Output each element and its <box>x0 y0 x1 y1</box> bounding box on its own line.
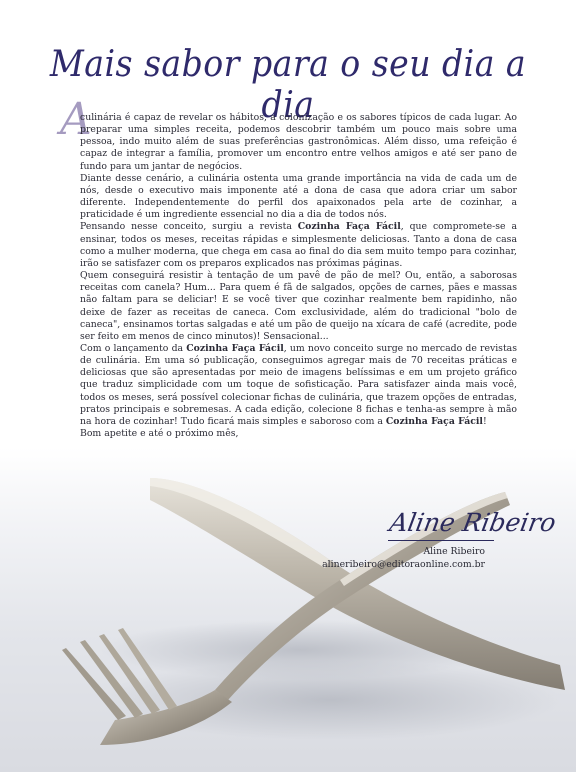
drop-cap: A <box>60 94 92 145</box>
author-email: alineribeiro@editoraonline.com.br <box>322 559 485 570</box>
paragraph-5-part-1: Com o lançamento da <box>80 342 187 354</box>
paragraph-2: Diante desse cenário, a culinária ostenta uma grande importância na vida de cada um de nós, desde o executivo mais imponente até a dona de casa que adora criar um sabor diferente. Independentemente do perfil dos apaixonados pela arte de cozinhar, a praticidade é um ingrediente essencial no dia a dia de todos nós. <box>80 172 517 221</box>
magazine-name: Cozinha Faça Fácil <box>297 221 401 233</box>
paragraph-4: Quem conseguirá resistir à tentação de um pavê de pão de mel? Ou, então, a saborosas receitas com canela? Hum... Para quem é fã de salgados, opções de carnes, pães e massas não faltam para se deliciar! E se você tiver que cozinhar realmente bem rapidinho, não deixe de fazer as receitas de caneca. Com exclusividade, além do tradicional "bolo de caneca", ensinamos tortas salgadas e até um pão de queijo na xícara de café (acredite, pode ser feito em menos de cinco minutos)! Sensacional... <box>80 270 517 342</box>
author-name: Aline Ribeiro <box>423 546 485 557</box>
paragraph-3-part-1: Pensando nesse conceito, surgiu a revista <box>80 221 298 233</box>
paragraph-3-part-2: , que compromete-se a ensinar, todos os meses, receitas rápidas e simplesmente deliciosas. Tanto a dona de casa como a mulher moderna, que chega em casa ao final do dia sem muito tempo para cozinhar, irão se satisfazer com os preparos explicados nas próximas páginas. <box>80 221 517 269</box>
paragraph-5-part-3: ! <box>482 415 487 427</box>
magazine-name: Cozinha Faça Fácil <box>385 415 483 427</box>
paragraph-1: culinária é capaz de revelar os hábitos, a colonização e os sabores típicos de cada lugar. Ao preparar uma simples receita, podemos descobrir também um pouco mais sobre uma pessoa, indo muito além de suas preferências gastronômicas. Além disso, uma refeição é capaz de integrar a família, promover um encontro entre velhos amigos e até ser pano de fundo para um jantar de negócios. <box>80 112 517 172</box>
closing-line: Bom apetite e até o próximo mês, <box>80 428 239 440</box>
paragraph-5-part-2: , um novo conceito surge no mercado de revistas de culinária. Em uma só publicação, conseguimos agregar mais de 70 receitas práticas e deliciosas que são apresentadas por meio de imagens belíssimas e em um projeto gráfico que traduz simplicidade com um toque de sofisticação. Para satisfazer ainda mais você, todos os meses, será possível colecionar fichas de culinária, que trazem opções de entradas, pratos principais e sobremesas. A cada edição, colecione 8 fichas e tenha-as sempre à mão na hora de cozinhar! Tudo ficará mais simples e saboroso com a <box>80 342 517 427</box>
paragraph-5 <box>80 343 517 428</box>
signature-underline <box>388 540 494 541</box>
page-title: Mais sabor para o seu dia a dia <box>49 44 527 126</box>
handwritten-signature: Aline Ribeiro <box>387 508 559 537</box>
paragraph-3 <box>80 221 517 270</box>
magazine-name: Cozinha Faça Fácil <box>186 342 284 354</box>
editorial-text <box>80 112 517 440</box>
